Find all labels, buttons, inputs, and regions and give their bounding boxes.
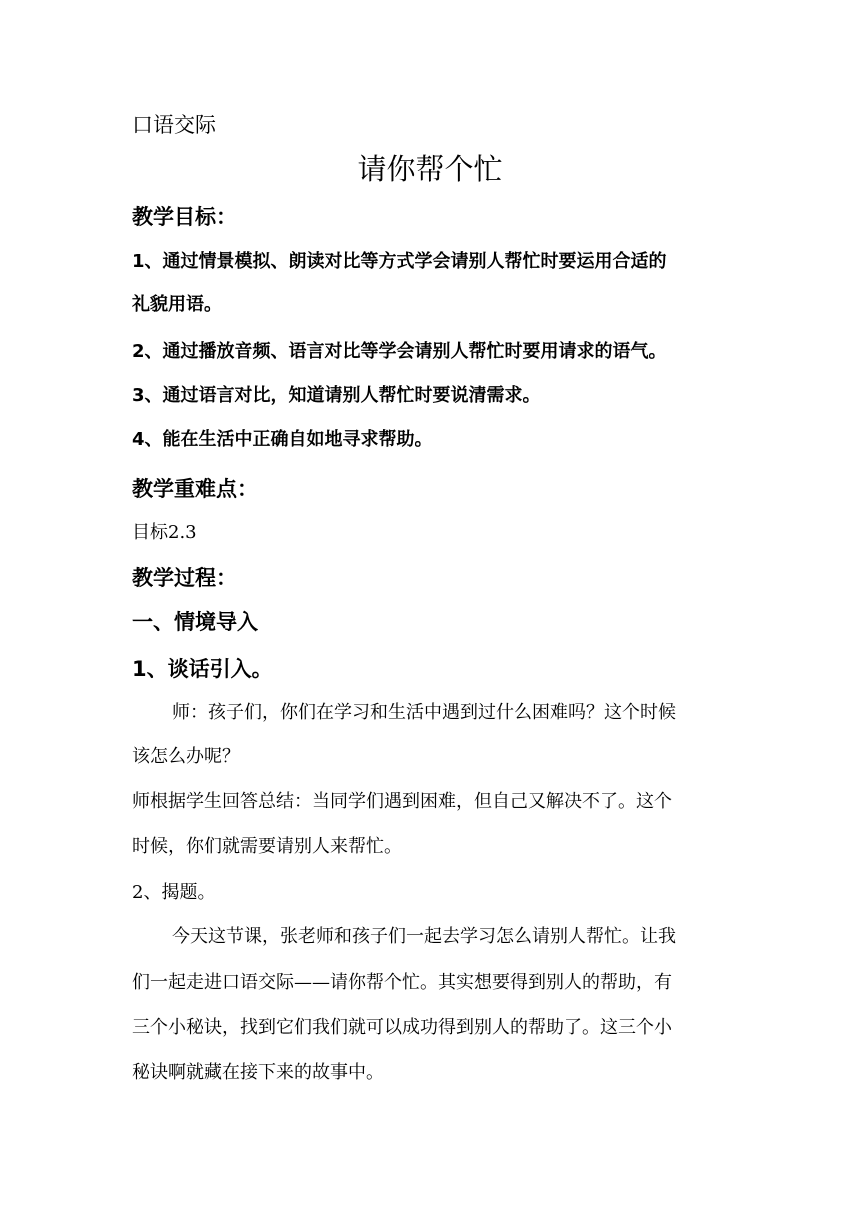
document-title: 请你帮个忙: [357, 152, 503, 186]
difficulty-heading: 教学重难点：: [132, 477, 258, 501]
goals-heading: 教学目标：: [132, 205, 237, 229]
paragraph-2-line-1: 师根据学生回答总结：当同学们遇到困难，但自己又解决不了。这个: [132, 791, 672, 812]
goal-1-line-1: 1、通过情景模拟、朗读对比等方式学会请别人帮忙时要运用合适的: [132, 251, 667, 272]
difficulty-text: 目标2.3: [132, 522, 197, 543]
paragraph-3-line-3: 三个小秘诀，找到它们我们就可以成功得到别人的帮助了。这三个小: [132, 1017, 672, 1038]
section-1-item-2: 2、揭题。: [132, 882, 216, 903]
paragraph-2-line-2: 时候，你们就需要请别人来帮忙。: [132, 836, 402, 857]
paragraph-3-line-2: 们一起走进口语交际——请你帮个忙。其实想要得到别人的帮助，有: [132, 972, 672, 993]
section-1-item-1: 1、谈话引入。: [132, 657, 273, 681]
document-header: 口语交际: [132, 113, 216, 137]
goal-1-line-2: 礼貌用语。: [132, 294, 222, 315]
process-heading: 教学过程：: [132, 566, 237, 590]
paragraph-1-line-2: 该怎么办呢？: [132, 746, 240, 767]
paragraph-3-line-1: 今天这节课，张老师和孩子们一起去学习怎么请别人帮忙。让我: [172, 926, 676, 947]
paragraph-3-line-4: 秘诀啊就藏在接下来的故事中。: [132, 1062, 384, 1083]
goal-3: 3、通过语言对比，知道请别人帮忙时要说清需求。: [132, 385, 541, 406]
paragraph-1-line-1: 师：孩子们，你们在学习和生活中遇到过什么困难吗？这个时候: [172, 702, 676, 723]
goal-2: 2、通过播放音频、语言对比等学会请别人帮忙时要用请求的语气。: [132, 341, 667, 362]
goal-4: 4、能在生活中正确自如地寻求帮助。: [132, 429, 433, 450]
section-1-heading: 一、情境导入: [132, 610, 258, 634]
